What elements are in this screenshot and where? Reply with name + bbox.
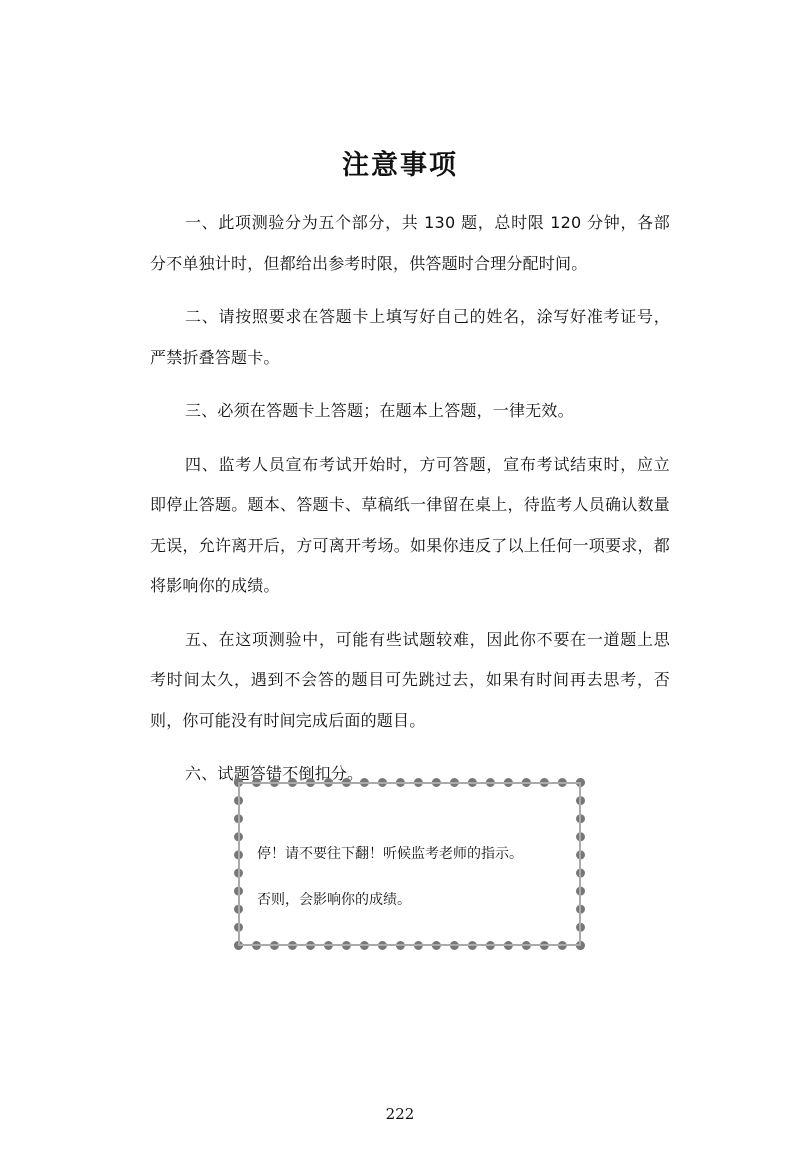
instruction-item: 一、此项测验分为五个部分，共 130 题，总时限 120 分钟，各部分不单独计时，但都给出参考时限，供答题时合理分配时间。 [150, 213, 670, 273]
instruction-item: 六、试题答错不倒扣分。 [185, 764, 364, 783]
instructions-list [150, 203, 670, 808]
instruction-item: 二、请按照要求在答题卡上填写好自己的姓名，涂写好准考证号，严禁折叠答题卡。 [150, 307, 670, 367]
page-title: 注意事项 [342, 150, 458, 181]
stop-notice-box [234, 778, 585, 950]
page-number: 222 [385, 1105, 415, 1123]
instruction-item: 五、在这项测验中，可能有些试题较难，因此你不要在一道题上思考时间太久，遇到不会答的题目可先跳过去，如果有时间再去思考，否则，你可能没有时间完成后面的题目。 [150, 629, 670, 730]
stop-notice-line-2: 否则，会影响你的成绩。 [257, 892, 411, 908]
stop-notice-text [257, 831, 568, 923]
stop-notice-line-1: 停！请不要往下翻！听候监考老师的指示。 [257, 846, 523, 862]
instruction-item: 四、监考人员宣布考试开始时，方可答题，宣布考试结束时，应立即停止答题。题本、答题卡、草稿纸一律留在桌上，待监考人员确认数量无误，允许离开后，方可离开考场。如果你违反了以上任何一项要求，都将影响你的成绩。 [150, 454, 670, 595]
instruction-item: 三、必须在答题卡上答题；在题本上答题，一律无效。 [185, 401, 574, 420]
